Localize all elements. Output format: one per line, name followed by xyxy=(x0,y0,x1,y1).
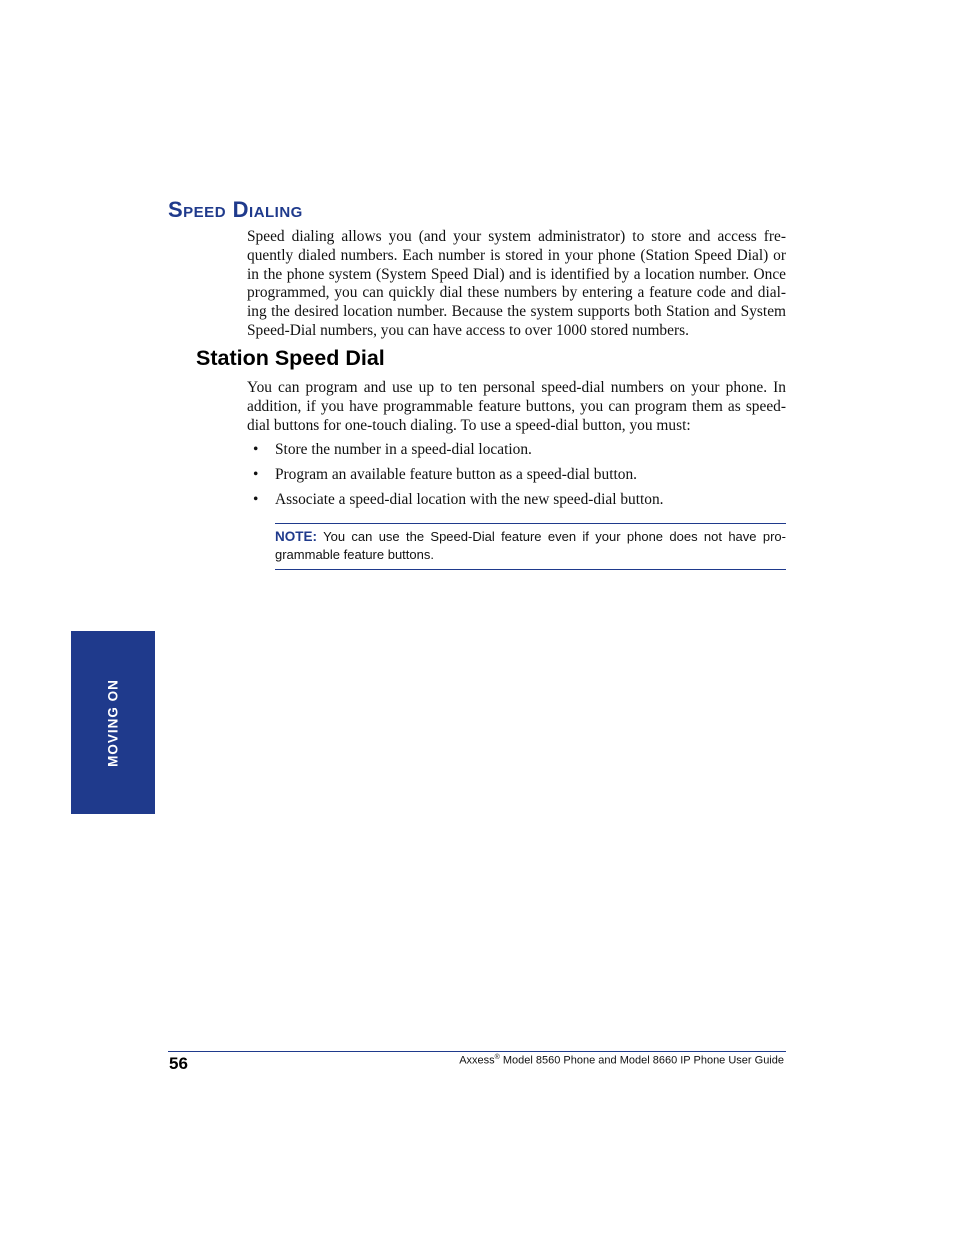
bullet-list xyxy=(247,441,786,516)
footer-guide-title xyxy=(459,1054,784,1067)
section-title: Speed Dialing xyxy=(168,197,303,222)
bullet-icon: • xyxy=(253,490,259,508)
note-box xyxy=(275,523,786,570)
bullet-item xyxy=(247,491,786,510)
footer-brand: Axxess xyxy=(459,1054,495,1067)
intro-paragraph: Speed dialing allows you (and your system administrator) to store and access fre-quently dialed numbers. Each number is stored in your phone (Station Speed Dial) or in the phone system (System Speed Dial) and is identified by a location number. Once programmed, you can quickly dial these numbers by entering a feature code and dial-ing the desired location number. Because the system supports both Station and System Speed-Dial numbers, you can have access to over 1000 stored numbers. xyxy=(247,228,786,339)
page-number: 56 xyxy=(169,1054,188,1073)
note-label: NOTE: xyxy=(275,529,317,544)
footer-guide-name: Model 8560 Phone and Model 8660 IP Phone User Guide xyxy=(499,1054,784,1067)
subsection-heading: Station Speed Dial xyxy=(196,346,385,370)
chapter-tab-label: MOVING ON xyxy=(105,678,121,767)
subsection-paragraph: You can program and use up to ten personal speed-dial numbers on your phone. In addition, if you have programmable feature buttons, you can program them as speed-dial buttons for one-touch dialing. To use a speed-dial button, you must: xyxy=(247,379,786,434)
footer-divider xyxy=(168,1051,786,1052)
bullet-text: Associate a speed-dial location with the new speed-dial button. xyxy=(275,490,664,508)
bullet-item xyxy=(247,441,786,460)
bullet-text: Program an available feature button as a speed-dial button. xyxy=(275,465,637,483)
bullet-item xyxy=(247,466,786,485)
note-text: You can use the Speed-Dial feature even if your phone does not have pro-grammable feature buttons. xyxy=(275,529,786,562)
chapter-side-tab xyxy=(71,631,155,814)
bullet-icon: • xyxy=(253,441,259,458)
bullet-text: Store the number in a speed-dial location. xyxy=(275,441,532,458)
bullet-icon: • xyxy=(253,465,259,483)
registered-mark: ® xyxy=(494,1054,500,1061)
